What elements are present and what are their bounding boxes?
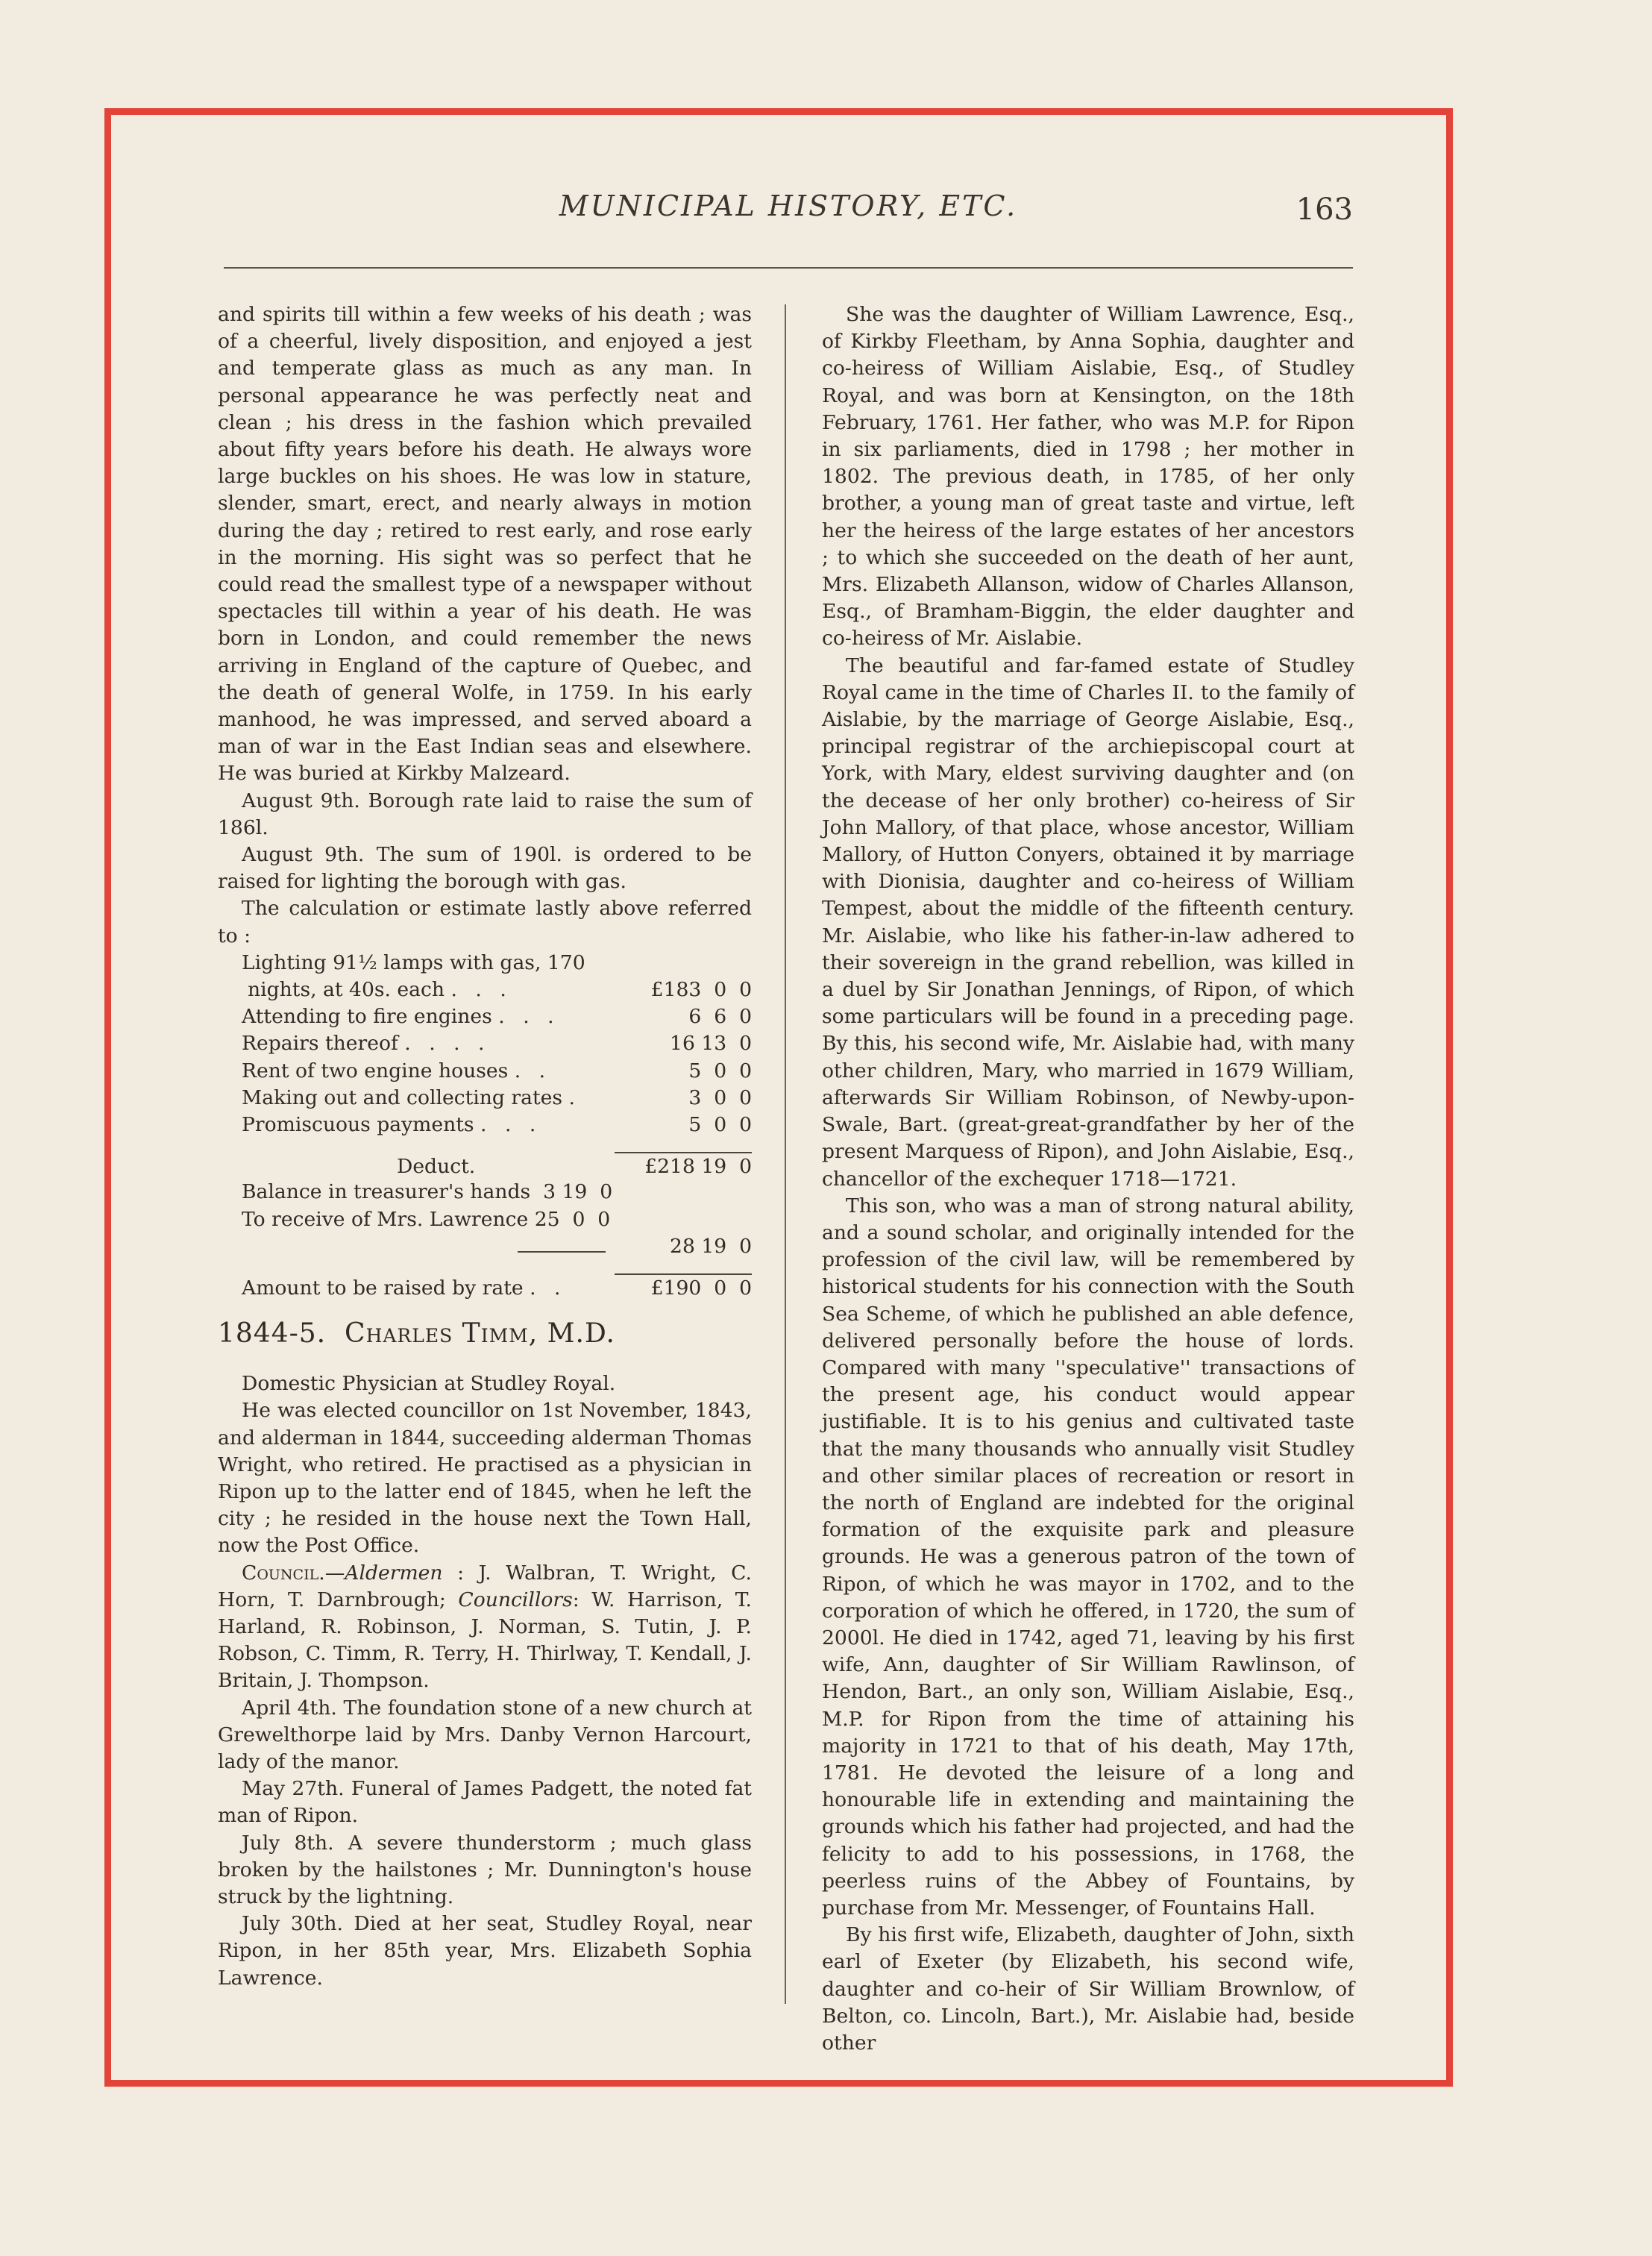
account-label: Attending to fire engines . . . (242, 1005, 560, 1029)
account-amount: £183 0 0 (650, 978, 752, 1002)
paragraph: By his first wife, Elizabeth, daughter of John, sixth earl of Exeter (by Elizabeth, his second wife, daughter and co-heir of Sir William Brownlow, of Belton, co. Lincoln, Bart.), Mr. Aislabie had, beside other (822, 1923, 1354, 2055)
account-label: Balance in treasurer's hands 3 19 0 (242, 1180, 613, 1204)
account-label: Making out and collecting rates . (242, 1085, 581, 1109)
account-amount: £190 0 0 (615, 1273, 752, 1302)
account-label: nights, at 40s. each . . . (248, 978, 512, 1002)
paragraph: She was the daughter of William Lawrence, Esq., of Kirkby Fleetham, by Anna Sophia, daughter and co-heiress of William Aislabie, Esq., of Studley Royal, and was born at Kensington, on the 18th February, 1761. Her father, who was M.P. for Ripon in six parliaments, died in 1798 ; her mother in 1802. The previous death, in 1785, of her only brother, a young man of great taste and virtue, left her the heiress of the large estates of her ancestors ; to which she succeeded on the death of her aunt, Mrs. Elizabeth Allanson, widow of Charles Allanson, Esq., of Bramham-Biggin, the elder daughter and co-heiress of Mr. Aislabie. (822, 303, 1354, 651)
running-title: MUNICIPAL HISTORY, ETC. (559, 189, 1018, 222)
account-row (218, 1206, 752, 1233)
entry-heading (218, 1315, 752, 1353)
accounts-table (218, 950, 752, 1300)
account-row (218, 977, 752, 1003)
account-row (218, 1112, 752, 1138)
paragraph: August 9th. The sum of 190l. is ordered to be raised for lighting the borough with gas. (218, 843, 752, 894)
account-label: Amount to be raised by rate . . (242, 1276, 567, 1300)
paragraph: and spirits till within a few weeks of his death ; was of a cheerful, lively disposition, and enjoyed a jest and temperate glass as much as any man. In personal appearance he was perfectly neat and clean ; his dress in the fashion which prevailed about fifty years before his death. He always wore large buckles on his shoes. He was low in stature, slender, smart, erect, and nearly always in motion during the day ; retired to rest early, and rose early in the morning. His sight was so perfect that he could read the smallest type of a newspaper without spectacles till within a year of his death. He was born in London, and could remember the news arriving in England of the capture of Quebec, and the death of general Wolfe, in 1759. In his early manhood, he was impressed, and served aboard a man of war in the East Indian seas and elsewhere. He was buried at Kirkby Malzeard. (218, 303, 752, 786)
paragraph: This son, who was a man of strong natural ability, and a sound scholar, and originally intended for the profession of the civil law, will be remembered by historical students for his connection with the South Sea Scheme, of which he published an able defence, delivered personally before the house of lords. Compared with many ''speculative'' transactions of the present age, his conduct would appear justifiable. It is to his genius and cultivated taste that the many thousands who annually visit Studley and other similar places of recreation or resort in the north of England are indebted for the original formation of the exquisite park and pleasure grounds. He was a generous patron of the town of Ripon, of which he was mayor in 1702, and to the corporation of which he offered, in 1720, the sum of 2000l. He died in 1742, aged 71, leaving by his first wife, Ann, daughter of Sir William Rawlinson, of Hendon, Bart., an only son, William Aislabie, Esq., M.P. for Ripon from the time of attaining his majority in 1721 to that of his death, May 17th, 1781. He devoted the leisure of a long and honourable life in extending and maintaining the grounds which his father had projected, and had the felicity to add to his possessions, in 1768, the peerless ruins of the Abbey of Fountains, by purchase from Mr. Messenger, of Fountains Hall. (822, 1194, 1354, 1920)
page-header (224, 189, 1353, 242)
paragraph: The calculation or estimate lastly above referred to : (218, 897, 752, 947)
account-label: Repairs thereof . . . . (242, 1032, 491, 1056)
account-row (218, 1152, 752, 1179)
account-row (218, 1030, 752, 1057)
account-amount: 5 0 0 (688, 1113, 752, 1136)
paragraph: April 4th. The foundation stone of a new church at Grewelthorpe laid by Mrs. Danby Vernon Harcourt, lady of the manor. (218, 1696, 752, 1773)
paragraph: May 27th. Funeral of James Padgett, the noted fat man of Ripon. (218, 1777, 752, 1828)
header-rule (224, 267, 1353, 269)
account-label: Lighting 91½ lamps with gas, 170 (242, 950, 585, 974)
paragraph: He was elected councillor on 1st November, 1843, and alderman in 1844, succeeding alderman Thomas Wright, who retired. He practised as a physician in Ripon up to the latter end of 1845, when he left the city ; he resided in the house next the Town Hall, now the Post Office. (218, 1399, 752, 1558)
paragraph: The beautiful and far-famed estate of Studley Royal came in the time of Charles II. to the family of Aislabie, by the marriage of George Aislabie, Esq., principal registrar of the archiepiscopal court at York, with Mary, eldest surviving daughter and (on the decease of her only brother) co-heiress of Sir John Mallory, of that place, whose ancestor, William Mallory, of Hutton Conyers, obtained it by marriage with Dionisia, daughter and co-heiress of William Tempest, about the middle of the fifteenth century. Mr. Aislabie, who like his father-in-law adhered to their sovereign in the grand rebellion, was killed in a duel by Sir Jonathan Jennings, of Ripon, of which some particulars will be found in a preceding page. By this, his second wife, Mr. Aislabie had, with many other children, Mary, who married in 1679 William, afterwards Sir William Robinson, of Newby-upon-Swale, Bart. (great-great-grandfather by her of the present Marquess of Ripon), and John Aislabie, Esq., chancellor of the exchequer 1718—1721. (822, 654, 1354, 1191)
paragraph: Domestic Physician at Studley Royal. (242, 1372, 616, 1396)
account-row (218, 1179, 752, 1206)
account-amount: 6 6 0 (688, 1005, 752, 1029)
account-label: Deduct. (397, 1155, 476, 1179)
account-row (218, 1085, 752, 1112)
account-row (218, 950, 752, 977)
account-amount: 28 19 0 (670, 1234, 752, 1258)
paragraph: July 30th. Died at her seat, Studley Royal, near Ripon, in her 85th year, Mrs. Elizabeth Sophia Lawrence. (218, 1912, 752, 1990)
account-label: Promiscuous payments . . . (242, 1113, 542, 1136)
account-amount: 5 0 0 (688, 1059, 752, 1082)
paragraph: July 8th. A severe thunderstorm ; much glass broken by the hailstones ; Mr. Dunnington's house struck by the lightning. (218, 1831, 752, 1908)
paragraph: August 9th. Borough rate laid to raise the sum of 186l. (218, 789, 752, 839)
account-row (218, 1003, 752, 1030)
council-paragraph: Council.—Aldermen : J. Walbran, T. Wright, C. Horn, T. Darnbrough; Councillors: W. Harrison, T. Harland, R. Robinson, J. Norman, S. Tutin, J. P. Robson, C. Timm, R. Terry, H. Thirlway, T. Kendall, J. Britain, J. Thompson. (218, 1561, 753, 1693)
account-amount: 16 13 0 (670, 1032, 752, 1056)
account-total: £218 19 0 (615, 1152, 752, 1180)
account-label: To receive of Mrs. Lawrence 25 0 0 (242, 1207, 611, 1231)
subtotal-rule (518, 1251, 606, 1253)
heading-year: 1844-5. (218, 1318, 327, 1350)
heading-name: Charles Timm, M.D. (345, 1318, 615, 1350)
column-divider (785, 304, 786, 2004)
account-row (218, 1273, 752, 1300)
account-row (218, 1058, 752, 1085)
account-label: Rent of two engine houses . . (242, 1059, 552, 1082)
left-column (218, 301, 752, 1992)
account-row (218, 1233, 752, 1260)
account-amount: 3 0 0 (688, 1085, 752, 1109)
page-number: 163 (1295, 192, 1353, 227)
right-column (822, 301, 1354, 2057)
